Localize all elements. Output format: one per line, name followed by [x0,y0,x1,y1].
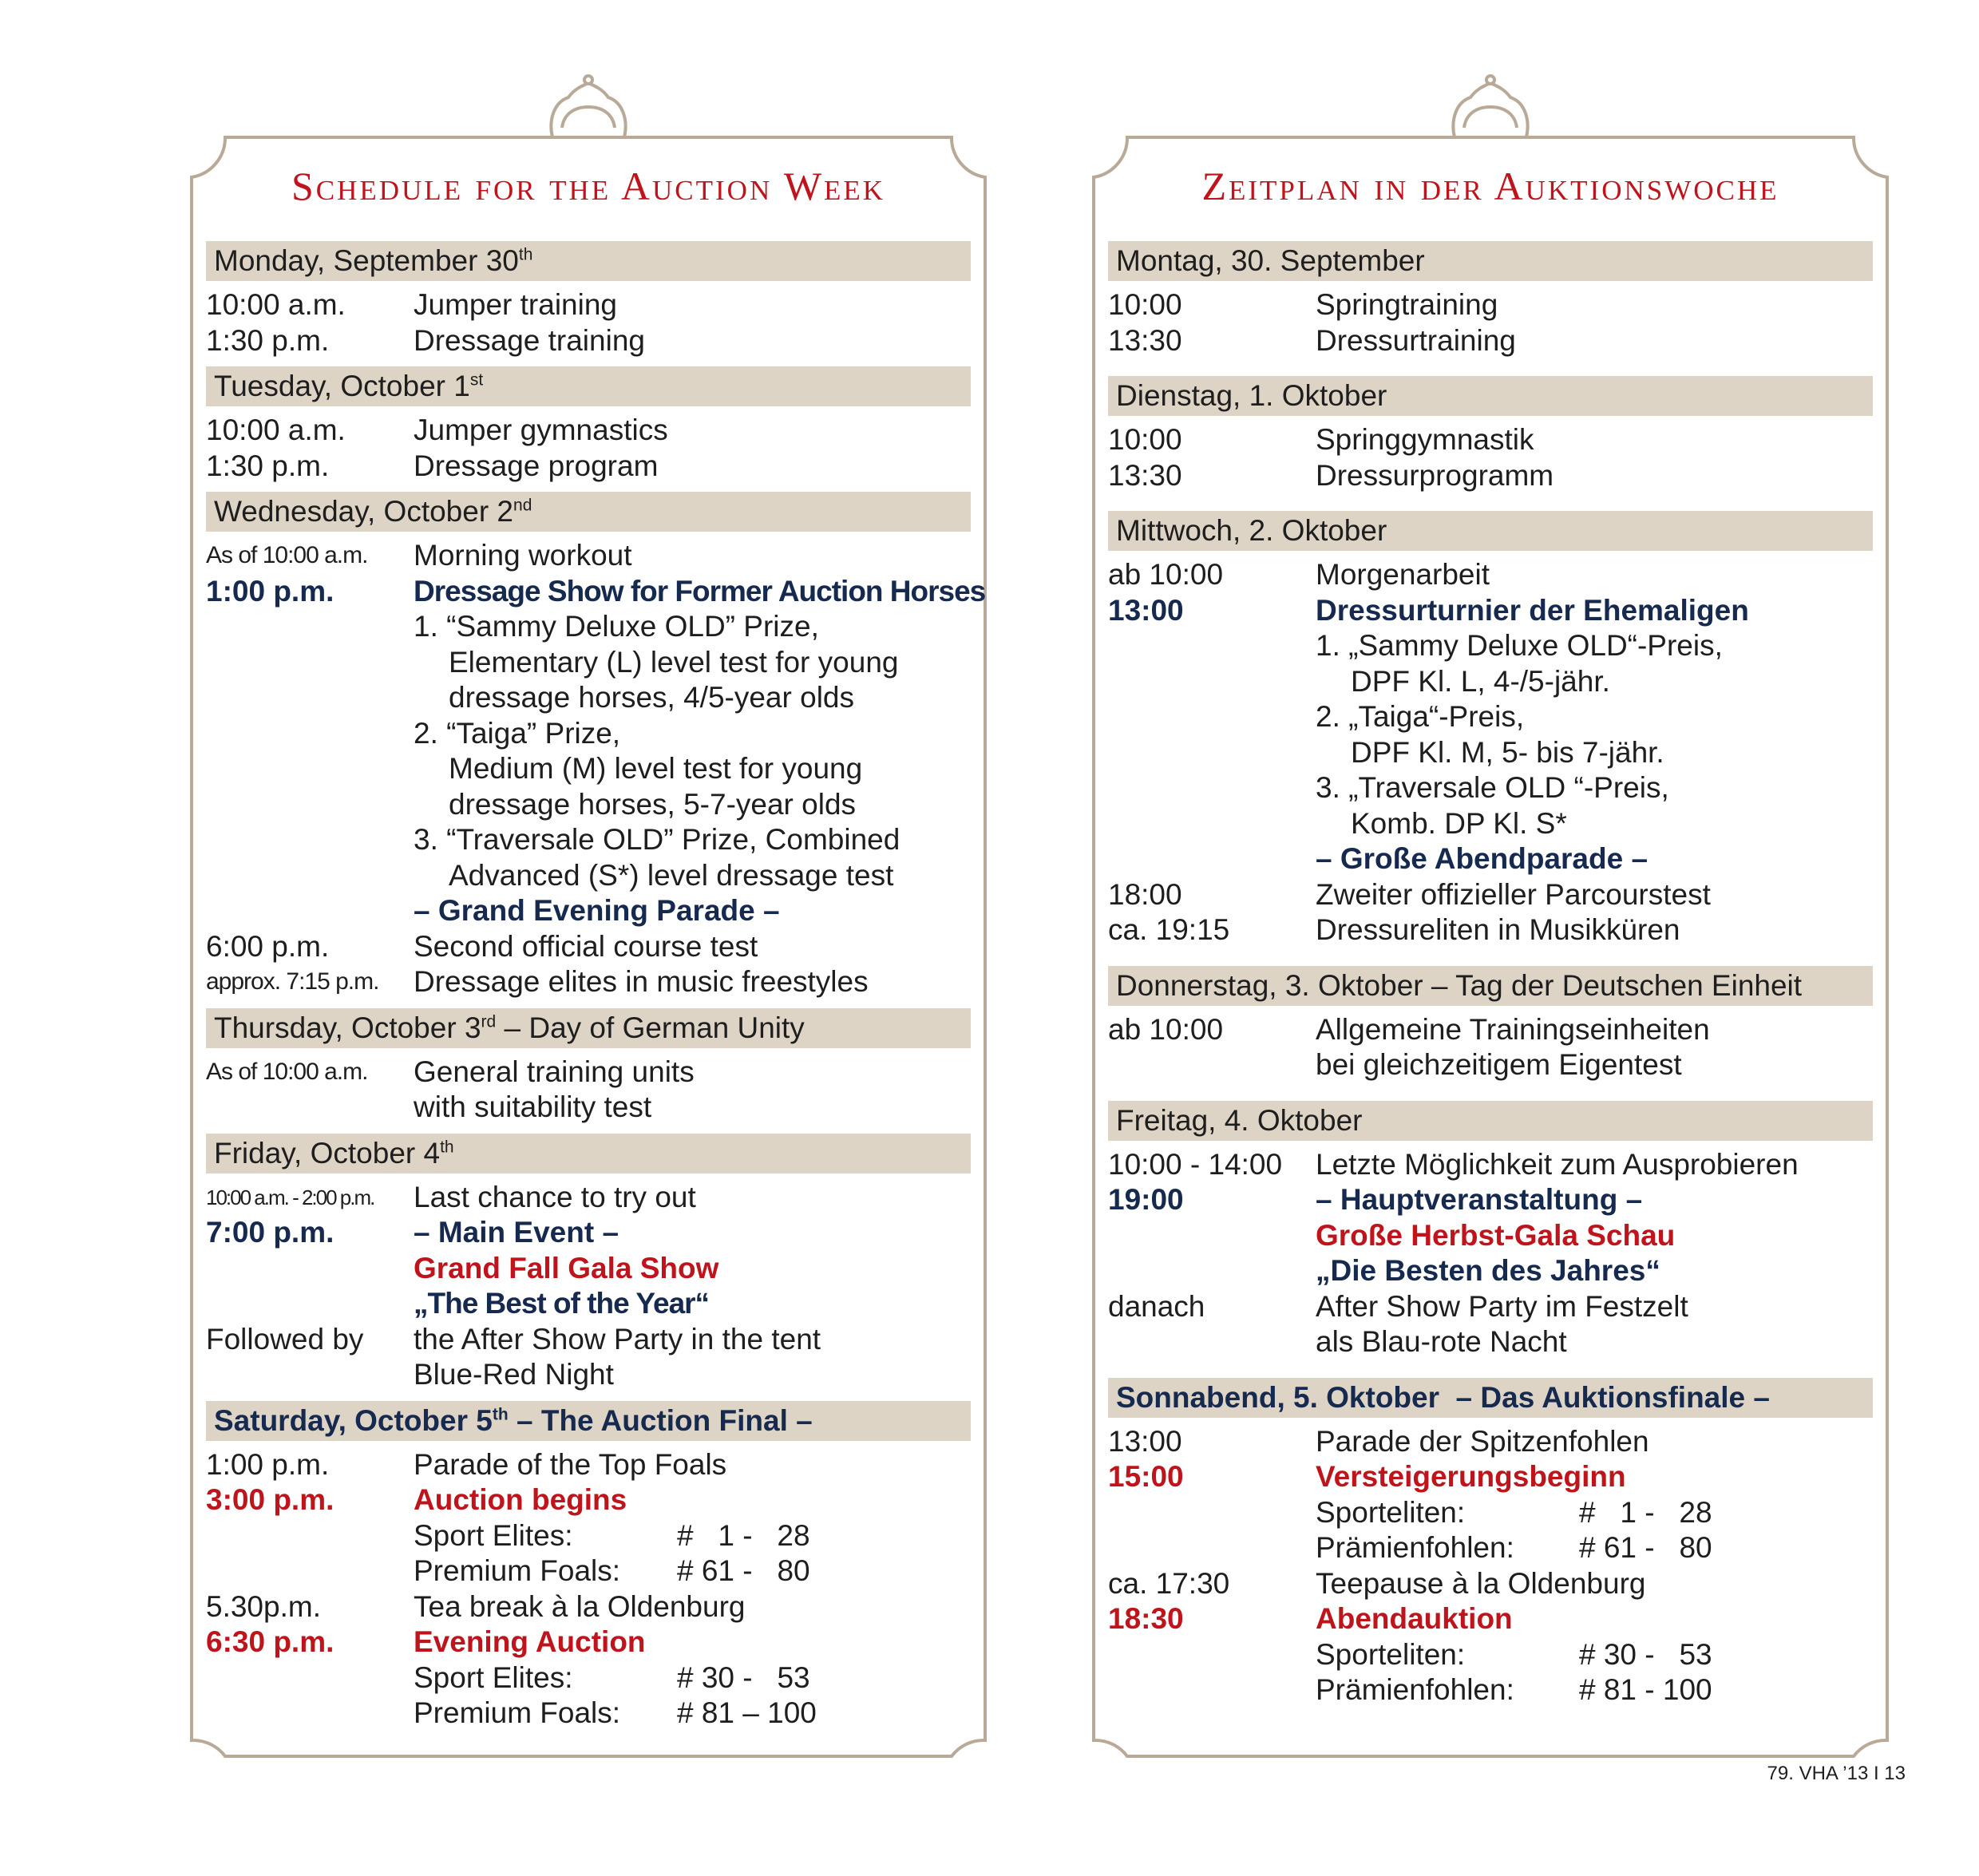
prize-text: 3. „Traversale OLD “-Preis, [1316,771,1669,804]
crown-icon [1453,76,1527,137]
schedule-row [1108,287,1873,323]
english-schedule-panel [185,72,991,1764]
parade-line [1108,841,1873,877]
day-header-text: Thursday, October 3 [214,1011,481,1044]
day-header-holiday: – Day of German Unity [496,1011,805,1044]
prize-text: 1. “Sammy Deluxe OLD” Prize, [414,610,819,643]
prize-text: 3. “Traversale OLD” Prize, Combined [414,823,900,856]
prize-text: 2. “Taiga” Prize, [414,716,621,750]
event-time: 18:00 [1108,877,1182,911]
prize-line [206,858,971,894]
ordinal-suffix: th [518,245,533,264]
continuation-line [1108,1047,1873,1083]
day-header-thursday [206,1008,971,1048]
lot-label: Prämienfohlen: [1316,1673,1514,1706]
schedule-row [206,1589,971,1625]
prize-text: Advanced (S*) level dressage test [449,858,894,892]
schedule-row [206,1215,971,1251]
lot-range: # 30 - 53 [677,1660,810,1694]
event-description: Auction begins [414,1483,627,1516]
event-description: Morning workout [414,539,632,572]
prize-line [1108,770,1873,806]
lot-label: Sport Elites: [414,1518,573,1552]
day-header-wednesday: Mittwoch, 2. Oktober [1108,511,1873,551]
schedule-row [1108,1459,1873,1495]
prize-line [206,645,971,681]
page-title: Schedule for the Auction Week [291,164,886,208]
lot-range: # 1 - 28 [1579,1495,1712,1529]
prize-line [1108,664,1873,700]
lot-range: # 61 - 80 [1579,1531,1712,1564]
event-description: Dressage training [414,323,645,357]
event-time: 10:00 a.m. - 2:00 p.m. [206,1185,374,1209]
event-description: Tea break à la Oldenburg [414,1589,746,1623]
prize-line [206,751,971,787]
ordinal-suffix: nd [513,496,532,515]
event-description: Abendauktion [1316,1602,1513,1635]
event-description: Zweiter offizieller Parcourstest [1316,877,1711,911]
event-description: Dressurtraining [1316,323,1516,357]
event-time: 13:30 [1108,458,1182,492]
day-header-monday: Montag, 30. September [1108,241,1873,281]
schedule-row [206,1482,971,1518]
event-description: Dressage Show for Former Auction Horses [414,574,986,608]
schedule-row [206,929,971,965]
prize-text: 1. „Sammy Deluxe OLD“-Preis, [1316,629,1723,662]
crown-icon [551,76,625,137]
schedule-row [206,1180,971,1216]
day-header-text: Wednesday, October 2 [214,495,514,528]
gala-line [206,1251,971,1287]
event-description: with suitability test [414,1090,652,1123]
ordinal-suffix: th [492,1405,509,1424]
event-description: Allgemeine Trainingseinheiten [1316,1012,1710,1046]
ordinal-suffix: rd [481,1012,497,1031]
event-time: 10:00 - 14:00 [1108,1147,1283,1181]
event-time: ca. 17:30 [1108,1566,1230,1600]
event-description: Springtraining [1316,288,1498,321]
prize-line [1108,628,1873,664]
page-footer: 79. VHA ’13 I 13 [1767,1763,1906,1784]
schedule-row [1108,912,1873,948]
schedule-row [206,538,971,574]
parade-text: – Grand Evening Parade – [414,894,780,927]
lot-label: Premium Foals: [414,1554,621,1587]
event-time: 10:00 [1108,288,1182,321]
event-description: Dressurprogramm [1316,458,1554,492]
lot-label: Sporteliten: [1316,1495,1466,1529]
german-schedule-panel [1087,72,1894,1764]
prize-text: Komb. DP Kl. S* [1351,806,1567,840]
prize-text: DPF Kl. L, 4-/5-jähr. [1351,664,1610,698]
schedule-content [1108,241,1873,1708]
continuation-line [1108,1324,1873,1360]
event-time: ab 10:00 [1108,1012,1224,1046]
schedule-row [206,1322,971,1358]
continuation-line [206,1357,971,1393]
event-time: 1:30 p.m. [206,323,330,357]
prize-text: Elementary (L) level test for young [449,645,899,679]
day-header-text: Tuesday, October 1 [214,370,470,402]
lot-label: Premium Foals: [414,1696,621,1729]
event-description: Dressage elites in music freestyles [414,965,869,998]
schedule-row [206,964,971,1000]
lot-row [1108,1530,1873,1566]
prize-line [206,716,971,752]
event-description: Versteigerungsbeginn [1316,1460,1626,1493]
event-time: ab 10:00 [1108,558,1224,591]
event-description: Teepause à la Oldenburg [1316,1566,1646,1600]
gala-subtitle: „Die Besten des Jahres“ [1316,1254,1660,1287]
lot-label: Sport Elites: [414,1660,573,1694]
schedule-row [206,449,971,485]
event-time: 6:00 p.m. [206,929,330,963]
event-description: – Hauptveranstaltung – [1316,1183,1643,1216]
prize-text: 2. „Taiga“-Preis, [1316,700,1525,733]
schedule-row [1108,422,1873,458]
event-description: Letzte Möglichkeit zum Ausprobieren [1316,1147,1799,1181]
event-description: the After Show Party in the tent [414,1322,821,1356]
schedule-row [206,413,971,449]
day-header-monday [206,241,971,281]
event-time: 15:00 [1108,1460,1184,1493]
prize-text: Medium (M) level test for young [449,752,863,785]
event-time: 1:30 p.m. [206,449,330,482]
lot-row [206,1696,971,1732]
event-time: As of 10:00 a.m. [206,1058,368,1085]
event-description: Evening Auction [414,1625,646,1658]
lot-label: Sporteliten: [1316,1637,1466,1671]
event-description: – Main Event – [414,1216,619,1249]
schedule-row [1108,877,1873,913]
event-description: Dressurturnier der Ehemaligen [1316,593,1749,627]
event-description: Springgymnastik [1316,423,1534,456]
day-header-saturday [206,1401,971,1441]
event-description: Last chance to try out [414,1180,696,1213]
event-time: 10:00 a.m. [206,288,346,321]
lot-row [1108,1637,1873,1673]
schedule-content [206,241,986,1732]
schedule-row [1108,1147,1873,1183]
event-description: Parade der Spitzenfohlen [1316,1424,1649,1458]
prize-line [206,680,971,716]
schedule-row [1108,1601,1873,1637]
event-time: 1:00 p.m. [206,574,334,608]
gala-title: Grand Fall Gala Show [414,1251,719,1284]
event-description: Dressureliten in Musikküren [1316,913,1680,946]
event-time: 1:00 p.m. [206,1447,330,1481]
event-time: ca. 19:15 [1108,913,1230,946]
gala-subtitle: „The Best of the Year“ [414,1287,710,1320]
event-time: approx. 7:15 p.m. [206,968,379,995]
lot-range: # 1 - 28 [677,1518,810,1552]
continuation-line [206,1090,971,1126]
schedule-row [1108,1012,1873,1048]
prize-text: DPF Kl. M, 5- bis 7-jähr. [1351,735,1664,769]
page-title: Zeitplan in der Auktionswoche [1201,164,1779,208]
event-time: 3:00 p.m. [206,1483,334,1516]
day-header-saturday: Sonnabend, 5. Oktober – Das Auktionsfinale – [1108,1378,1873,1418]
lot-row [206,1660,971,1696]
schedule-row [206,574,986,610]
event-time: 19:00 [1108,1183,1184,1216]
prize-line [1108,806,1873,842]
prize-line [1108,735,1873,771]
event-time: danach [1108,1289,1205,1323]
event-description: General training units [414,1055,695,1088]
schedule-row [206,287,971,323]
schedule-row [1108,1424,1873,1460]
event-time: 13:00 [1108,1424,1182,1458]
event-description: Jumper training [414,288,618,321]
schedule-row [1108,593,1873,629]
prize-line [1108,699,1873,735]
day-header-tuesday [206,366,971,406]
event-time: 13:30 [1108,323,1182,357]
event-description: After Show Party im Festzelt [1316,1289,1688,1323]
schedule-row [1108,1289,1873,1325]
event-time: 10:00 [1108,423,1182,456]
event-time: 7:00 p.m. [206,1216,334,1249]
schedule-row [1108,458,1873,494]
lot-range: # 30 - 53 [1579,1637,1712,1671]
gala-title: Große Herbst-Gala Schau [1316,1218,1676,1252]
day-header-text: Monday, September 30 [214,244,519,277]
lot-row [1108,1672,1873,1708]
event-description: Blue-Red Night [414,1358,614,1391]
event-description: als Blau-rote Nacht [1316,1325,1567,1358]
gala-line [206,1286,971,1322]
schedule-row [206,1625,971,1660]
schedule-row [206,1055,971,1090]
day-header-text: Friday, October 4 [214,1136,441,1170]
gala-line [1108,1218,1873,1254]
prize-line [206,822,971,858]
day-header-final: – The Auction Final – [508,1403,813,1437]
day-header-thursday: Donnerstag, 3. Oktober – Tag der Deutschen Einheit [1108,966,1873,1006]
schedule-row [1108,323,1873,359]
schedule-row [206,1447,971,1483]
event-time: 6:30 p.m. [206,1625,334,1658]
day-header-tuesday: Dienstag, 1. Oktober [1108,376,1873,416]
ordinal-suffix: th [440,1138,454,1157]
event-time: 18:30 [1108,1602,1184,1635]
event-time: 13:00 [1108,593,1184,627]
prize-line [206,787,971,823]
lot-label: Prämienfohlen: [1316,1531,1514,1564]
schedule-row [1108,557,1873,593]
event-description: bei gleichzeitigem Eigentest [1316,1048,1682,1081]
event-time: Followed by [206,1322,364,1356]
event-time: 10:00 a.m. [206,414,346,446]
gala-line [1108,1253,1873,1289]
day-header-text: Saturday, October 5 [214,1403,493,1437]
prize-text: dressage horses, 4/5-year olds [449,681,854,714]
event-description: Jumper gymnastics [414,414,668,446]
lot-range: # 81 - 100 [1579,1673,1712,1706]
prize-line [206,609,971,645]
lot-range: # 81 – 100 [677,1696,817,1729]
event-description: Parade of the Top Foals [414,1447,727,1481]
schedule-row [1108,1182,1873,1218]
event-description: Morgenarbeit [1316,558,1490,591]
event-time: 5.30p.m. [206,1589,321,1623]
lot-row [206,1518,971,1554]
day-header-friday [206,1134,971,1173]
event-description: Second official course test [414,929,758,963]
prize-text: dressage horses, 5-7-year olds [449,787,857,821]
event-time: As of 10:00 a.m. [206,542,368,568]
lot-row [1108,1495,1873,1531]
schedule-row [1108,1566,1873,1602]
event-description: Dressage program [414,449,659,482]
parade-text: – Große Abendparade – [1316,842,1649,875]
parade-line [206,893,971,929]
day-header-friday: Freitag, 4. Oktober [1108,1101,1873,1141]
day-header-wednesday [206,492,971,532]
ordinal-suffix: st [469,370,484,390]
lot-range: # 61 - 80 [677,1554,810,1587]
schedule-row [206,323,971,359]
lot-row [206,1553,971,1589]
